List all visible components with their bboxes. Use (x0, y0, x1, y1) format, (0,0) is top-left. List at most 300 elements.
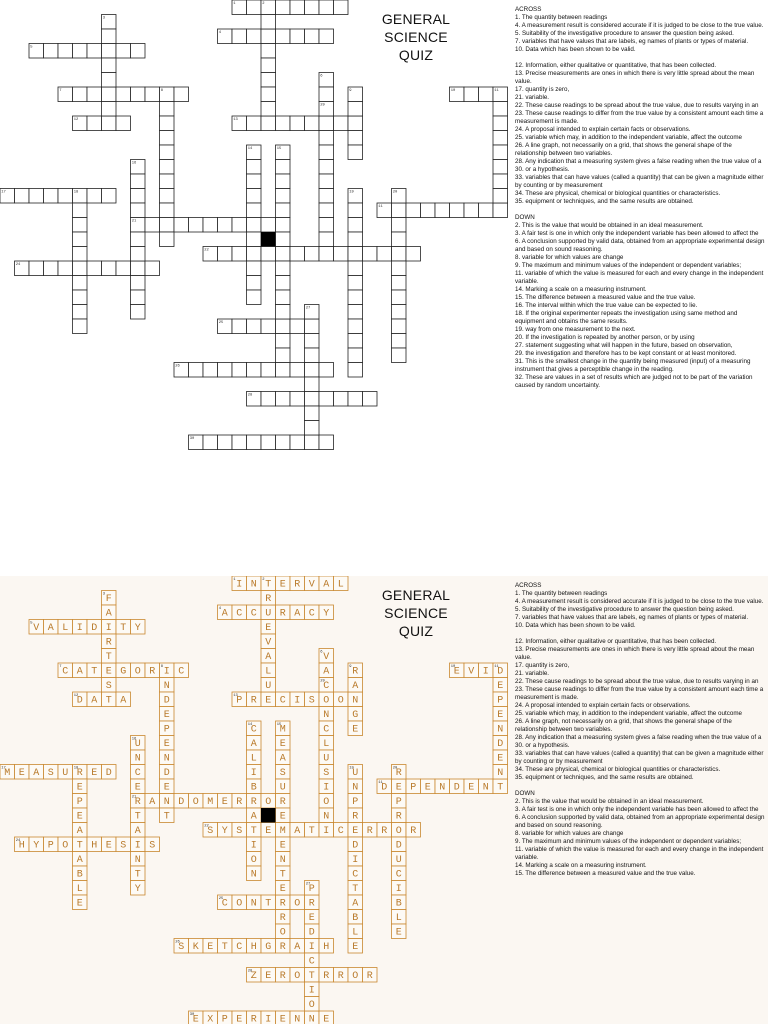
clue-number: 10 (450, 89, 456, 94)
crossword-cell[interactable] (363, 247, 378, 262)
answer-letter: E (497, 681, 504, 693)
crossword-cell[interactable] (247, 247, 262, 262)
crossword-cell[interactable] (421, 203, 436, 218)
title-line: QUIZ (398, 623, 434, 639)
crossword-cell[interactable] (319, 131, 334, 146)
crossword-cell[interactable] (232, 435, 247, 450)
crossword-cell[interactable] (131, 44, 146, 59)
crossword-cell[interactable] (247, 363, 262, 378)
crossword-cell[interactable] (261, 15, 276, 30)
crossword-cell[interactable] (247, 116, 262, 131)
crossword-cell[interactable] (145, 218, 160, 233)
crossword-cell[interactable] (247, 232, 262, 247)
crossword-cell[interactable] (247, 160, 262, 175)
crossword-cell[interactable] (131, 290, 146, 305)
crossword-cell[interactable] (261, 87, 276, 102)
crossword-cell[interactable] (305, 363, 320, 378)
crossword-cell[interactable] (348, 348, 363, 363)
down-clue: 3. A fair test is one in which only the independent variable has been allowed to affect the (515, 230, 759, 237)
crossword-cell[interactable] (319, 232, 334, 247)
crossword-cell[interactable] (348, 392, 363, 407)
crossword-cell[interactable] (73, 87, 88, 102)
crossword-cell[interactable] (102, 44, 117, 59)
answer-letter: T (120, 623, 127, 635)
across-clue: 17. quantity is zero, (515, 86, 570, 93)
crossword-cell[interactable] (276, 189, 291, 204)
crossword-cell[interactable] (348, 232, 363, 247)
crossword-cell[interactable] (218, 363, 233, 378)
crossword-cell[interactable] (305, 435, 320, 450)
crossword-cell[interactable] (348, 276, 363, 291)
crossword-cell[interactable] (276, 116, 291, 131)
answer-letter: C (308, 956, 315, 968)
answer-letter: N (250, 579, 257, 591)
crossword-cell[interactable] (247, 261, 262, 276)
crossword-cell[interactable] (276, 174, 291, 189)
answer-letter: L (395, 913, 402, 925)
crossword-cell[interactable] (348, 319, 363, 334)
crossword-cell[interactable] (348, 261, 363, 276)
crossword-cell[interactable] (276, 319, 291, 334)
crossword-cell[interactable] (479, 203, 494, 218)
crossword-cell[interactable] (102, 189, 117, 204)
crossword-cell[interactable] (319, 29, 334, 44)
crossword-cell[interactable] (348, 203, 363, 218)
crossword-cell[interactable] (160, 116, 175, 131)
crossword-cell[interactable] (305, 377, 320, 392)
crossword-cell[interactable] (464, 203, 479, 218)
crossword-cell[interactable] (261, 435, 276, 450)
crossword-cell[interactable] (102, 87, 117, 102)
crossword-cell[interactable] (102, 73, 117, 88)
answer-letter: R (250, 1014, 257, 1024)
answer-letter: U (265, 681, 272, 693)
crossword-cell[interactable] (44, 44, 59, 59)
crossword-cell[interactable] (334, 247, 349, 262)
crossword-cell[interactable] (261, 218, 276, 233)
crossword-cell[interactable] (160, 218, 175, 233)
crossword-cell[interactable] (305, 406, 320, 421)
crossword-cell[interactable] (305, 29, 320, 44)
clue-number: 28 (247, 393, 253, 398)
crossword-cell[interactable] (290, 29, 305, 44)
crossword-cell[interactable] (261, 44, 276, 59)
crossword-cell[interactable] (319, 160, 334, 175)
answer-letter: U (265, 608, 272, 620)
crossword-cell[interactable] (102, 29, 117, 44)
crossword-cell[interactable] (218, 247, 233, 262)
crossword-cell[interactable] (319, 174, 334, 189)
crossword-cell[interactable] (276, 305, 291, 320)
crossword-cell[interactable] (319, 203, 334, 218)
crossword-cell[interactable] (160, 232, 175, 247)
crossword-cell[interactable] (247, 218, 262, 233)
crossword-cell[interactable] (276, 218, 291, 233)
clue-spacer (515, 630, 765, 638)
crossword-cell[interactable] (392, 218, 407, 233)
crossword-cell[interactable] (392, 348, 407, 363)
crossword-cell[interactable] (247, 319, 262, 334)
crossword-cell[interactable] (73, 261, 88, 276)
across-clues (515, 14, 765, 206)
answer-letter: A (76, 666, 83, 678)
answer-letter: E (497, 710, 504, 722)
crossword-cell[interactable] (247, 276, 262, 291)
crossword-cell[interactable] (479, 87, 494, 102)
crossword-cell[interactable] (131, 276, 146, 291)
crossword-cell[interactable] (261, 29, 276, 44)
crossword-cell[interactable] (319, 363, 334, 378)
crossword-cell[interactable] (131, 189, 146, 204)
crossword-cell[interactable] (319, 247, 334, 262)
crossword-cell[interactable] (276, 392, 291, 407)
answer-letter: S (236, 826, 243, 838)
crossword-cell[interactable] (189, 363, 204, 378)
crossword-cell[interactable] (392, 261, 407, 276)
crossword-cell[interactable] (29, 261, 44, 276)
clue-number: 3 (102, 16, 105, 21)
crossword-cell[interactable] (87, 189, 102, 204)
crossword-cell[interactable] (261, 116, 276, 131)
answer-letter: C (250, 608, 257, 620)
crossword-cell[interactable] (493, 102, 508, 117)
answer-letter: E (453, 666, 460, 678)
crossword-cell[interactable] (276, 276, 291, 291)
crossword-cell[interactable] (15, 189, 30, 204)
crossword-cell[interactable] (131, 87, 146, 102)
crossword-cell[interactable] (305, 421, 320, 436)
crossword-cell[interactable] (348, 145, 363, 160)
clue-number: 14 (247, 147, 253, 152)
crossword-cell[interactable] (87, 116, 102, 131)
crossword-cell[interactable] (392, 305, 407, 320)
crossword-cell[interactable] (73, 319, 88, 334)
answer-letter: N (439, 782, 446, 794)
crossword-cell[interactable] (319, 218, 334, 233)
crossword-cell[interactable] (450, 203, 465, 218)
crossword-cell[interactable] (406, 247, 421, 262)
crossword-cell[interactable] (261, 247, 276, 262)
answer-letter: A (47, 623, 54, 635)
crossword-cell[interactable] (261, 58, 276, 73)
crossword-cell[interactable] (290, 0, 305, 15)
crossword-cell[interactable] (261, 319, 276, 334)
across-clue: 34. These are physical, chemical or biological quantities or characteristics. (515, 766, 721, 773)
answer-letter: O (308, 1000, 315, 1012)
crossword-cell[interactable] (319, 145, 334, 160)
crossword-cell[interactable] (73, 247, 88, 262)
crossword-cell[interactable] (319, 87, 334, 102)
crossword-cell[interactable] (247, 29, 262, 44)
crossword-cell[interactable] (247, 290, 262, 305)
answer-letter: D (395, 840, 402, 852)
crossword-cell[interactable] (232, 363, 247, 378)
crossword-cell[interactable] (116, 44, 131, 59)
crossword-cell[interactable] (319, 116, 334, 131)
down-clue: 9. The maximum and minimum values of the independent or dependent variables; (515, 838, 742, 845)
crossword-cell[interactable] (392, 203, 407, 218)
answer-letter: E (105, 666, 112, 678)
title-line: SCIENCE (384, 605, 448, 621)
across-clue: 5. Suitability of the investigative procedure to answer the question being asked. (515, 606, 734, 613)
crossword-cell[interactable] (276, 203, 291, 218)
crossword-cell[interactable] (276, 261, 291, 276)
crossword-cell[interactable] (73, 232, 88, 247)
crossword-cell[interactable] (232, 319, 247, 334)
crossword-cell[interactable] (276, 0, 291, 15)
crossword-cell[interactable] (247, 203, 262, 218)
answer-letter: S (207, 826, 214, 838)
crossword-cell[interactable] (44, 261, 59, 276)
answer-letter: R (395, 768, 402, 780)
crossword-cell[interactable] (203, 218, 218, 233)
crossword-cell[interactable] (160, 145, 175, 160)
clue-number: 3 (102, 592, 105, 597)
crossword-cell[interactable] (276, 29, 291, 44)
crossword-cell[interactable] (305, 334, 320, 349)
crossword-cell[interactable] (131, 305, 146, 320)
answer-letter: R (279, 942, 286, 954)
crossword-cell[interactable] (276, 160, 291, 175)
crossword-cell[interactable] (73, 290, 88, 305)
crossword-cell[interactable] (247, 435, 262, 450)
across-clue: 1. The quantity between readings (515, 14, 608, 21)
crossword-cell[interactable] (232, 29, 247, 44)
crossword-cell[interactable] (87, 87, 102, 102)
crossword-cell[interactable] (247, 174, 262, 189)
crossword-cell[interactable] (305, 319, 320, 334)
clue-number: 29 (320, 679, 325, 684)
clue-number: 11 (378, 205, 383, 210)
crossword-cell[interactable] (102, 102, 117, 117)
crossword-cell[interactable] (493, 189, 508, 204)
clue-number: 21 (131, 219, 137, 224)
crossword-cell[interactable] (276, 290, 291, 305)
crossword-cell[interactable] (305, 247, 320, 262)
answer-letter: A (221, 608, 228, 620)
clue-number: 4 (218, 31, 221, 36)
crossword-cell[interactable] (319, 392, 334, 407)
crossword-cell[interactable] (131, 232, 146, 247)
clue-number: 12 (73, 694, 79, 699)
crossword-cell[interactable] (131, 174, 146, 189)
crossword-cell[interactable] (116, 261, 131, 276)
crossword-cell[interactable] (392, 319, 407, 334)
crossword-cell[interactable] (174, 218, 189, 233)
crossword-cell[interactable] (348, 247, 363, 262)
crossword-cell[interactable] (44, 189, 59, 204)
crossword-cell[interactable] (493, 116, 508, 131)
crossword-cell[interactable] (276, 334, 291, 349)
clue-number: 2 (262, 2, 265, 7)
crossword-cell[interactable] (348, 218, 363, 233)
clue-number: 9 (349, 665, 352, 670)
crossword-cell[interactable] (116, 87, 131, 102)
crossword-cell[interactable] (493, 131, 508, 146)
crossword-cell[interactable] (493, 145, 508, 160)
crossword-cell[interactable] (392, 247, 407, 262)
answer-letter: T (265, 898, 272, 910)
crossword-cell[interactable] (290, 392, 305, 407)
crossword-cell[interactable] (261, 102, 276, 117)
answer-letter: D (453, 782, 460, 794)
crossword-cell[interactable] (348, 305, 363, 320)
clue-number: 24 (15, 839, 21, 844)
crossword-cell[interactable] (247, 0, 262, 15)
crossword-cell[interactable] (290, 247, 305, 262)
answer-letter: G (265, 942, 272, 954)
crossword-cell[interactable] (261, 363, 276, 378)
crossword-cell[interactable] (232, 247, 247, 262)
across-clue: 7. variables that have values that are labels, eg names of plants or types of material. (515, 38, 749, 45)
crossword-cell[interactable] (160, 102, 175, 117)
answer-letter: E (163, 782, 170, 794)
crossword-cell[interactable] (102, 261, 117, 276)
answer-letter: R (410, 826, 417, 838)
crossword-cell[interactable] (58, 261, 73, 276)
crossword-cell[interactable] (160, 160, 175, 175)
crossword-cell[interactable] (160, 174, 175, 189)
crossword-cell[interactable] (145, 87, 160, 102)
crossword-cell[interactable] (348, 131, 363, 146)
crossword-cell[interactable] (319, 435, 334, 450)
crossword-cell[interactable] (348, 116, 363, 131)
crossword-cell[interactable] (392, 290, 407, 305)
down-clue: 8. variable for which values are change (515, 830, 624, 837)
crossword-cell[interactable] (305, 348, 320, 363)
crossword-cell[interactable] (493, 160, 508, 175)
crossword-cell[interactable] (73, 276, 88, 291)
crossword-cell[interactable] (73, 305, 88, 320)
crossword-cell[interactable] (392, 232, 407, 247)
crossword-cell[interactable] (276, 435, 291, 450)
crossword-cell[interactable] (334, 0, 349, 15)
crossword-cell[interactable] (348, 334, 363, 349)
crossword-cell[interactable] (131, 203, 146, 218)
crossword-cell[interactable] (218, 218, 233, 233)
clue-number: 14 (247, 723, 253, 728)
crossword-cell[interactable] (348, 363, 363, 378)
crossword-cell[interactable] (464, 87, 479, 102)
answer-letter: Y (323, 608, 330, 620)
crossword-cell[interactable] (145, 261, 160, 276)
crossword-cell[interactable] (261, 73, 276, 88)
crossword-cell[interactable] (174, 87, 189, 102)
answer-letter: A (33, 768, 40, 780)
answer-letter: E (265, 826, 272, 838)
crossword-cell[interactable] (363, 392, 378, 407)
answer-letter: H (250, 942, 257, 954)
answer-letter: S (149, 840, 156, 852)
crossword-cell[interactable] (276, 348, 291, 363)
answer-letter: P (395, 797, 402, 809)
crossword-cell[interactable] (58, 189, 73, 204)
crossword-cell[interactable] (305, 0, 320, 15)
crossword-cell[interactable] (290, 363, 305, 378)
crossword-cell[interactable] (160, 131, 175, 146)
crossword-cell[interactable] (319, 0, 334, 15)
down-clue: 2. This is the value that would be obtained in an ideal measurement. (515, 222, 704, 229)
crossword-cell[interactable] (319, 189, 334, 204)
answer-letter: U (352, 768, 359, 780)
crossword-cell[interactable] (493, 174, 508, 189)
answer-letter: D (308, 927, 315, 939)
crossword-cell[interactable] (377, 247, 392, 262)
crossword-cell[interactable] (290, 116, 305, 131)
crossword-cell[interactable] (392, 334, 407, 349)
answer-letter: A (250, 811, 257, 823)
crossword-cell[interactable] (29, 189, 44, 204)
crossword-cell[interactable] (189, 218, 204, 233)
crossword-cell[interactable] (276, 363, 291, 378)
crossword-cell[interactable] (218, 435, 233, 450)
answer-letter: C (250, 724, 257, 736)
crossword-cell[interactable] (435, 203, 450, 218)
crossword-cell[interactable] (131, 261, 146, 276)
crossword-cell[interactable] (305, 392, 320, 407)
crossword-cell[interactable] (406, 203, 421, 218)
clue-number: 24 (15, 263, 21, 268)
crossword-cell[interactable] (305, 116, 320, 131)
clue-number: 8 (160, 89, 163, 94)
crossword-cell[interactable] (102, 58, 117, 73)
crossword-cell[interactable] (131, 247, 146, 262)
answer-letter: T (105, 695, 112, 707)
across-clue: 22. These cause readings to be spread about the true value, due to results varying in an (515, 678, 759, 685)
answer-letter: N (497, 724, 504, 736)
answer-letter: E (279, 884, 286, 896)
crossword-cell[interactable] (348, 102, 363, 117)
answer-letter: B (352, 913, 359, 925)
crossword-cell[interactable] (334, 392, 349, 407)
answer-letter: U (323, 753, 330, 765)
answer-letter: C (236, 608, 243, 620)
crossword-cell[interactable] (247, 189, 262, 204)
crossword-cell[interactable] (87, 44, 102, 59)
answer-letter: R (250, 797, 257, 809)
clue-number: 11 (494, 665, 499, 670)
crossword-cell[interactable] (276, 247, 291, 262)
crossword-cell[interactable] (203, 435, 218, 450)
crossword-cell[interactable] (261, 392, 276, 407)
crossword-cell[interactable] (493, 203, 508, 218)
crossword-cell[interactable] (392, 276, 407, 291)
answer-letter: I (250, 768, 257, 780)
crossword-cell[interactable] (276, 232, 291, 247)
crossword-cell[interactable] (73, 44, 88, 59)
crossword-cell[interactable] (232, 218, 247, 233)
crossword-cell[interactable] (348, 290, 363, 305)
crossword-cell[interactable] (116, 116, 131, 131)
across-clue: 25. variable which may, in addition to the independent variable, affect the outcome (515, 134, 742, 141)
crossword-cell[interactable] (334, 116, 349, 131)
crossword-cell[interactable] (73, 203, 88, 218)
answer-letter: I (236, 579, 243, 591)
crossword-cell[interactable] (102, 116, 117, 131)
clue-number: 20 (392, 766, 398, 771)
crossword-cell[interactable] (203, 363, 218, 378)
crossword-cell[interactable] (290, 319, 305, 334)
crossword-cell[interactable] (87, 261, 102, 276)
crossword-cell[interactable] (290, 435, 305, 450)
crossword-cell[interactable] (160, 189, 175, 204)
crossword-cell[interactable] (160, 203, 175, 218)
down-clue: 2. This is the value that would be obtained in an ideal measurement. (515, 798, 704, 805)
answer-letter: D (381, 782, 388, 794)
crossword-cell[interactable] (73, 218, 88, 233)
answer-letter: T (250, 826, 257, 838)
crossword-cell[interactable] (58, 44, 73, 59)
